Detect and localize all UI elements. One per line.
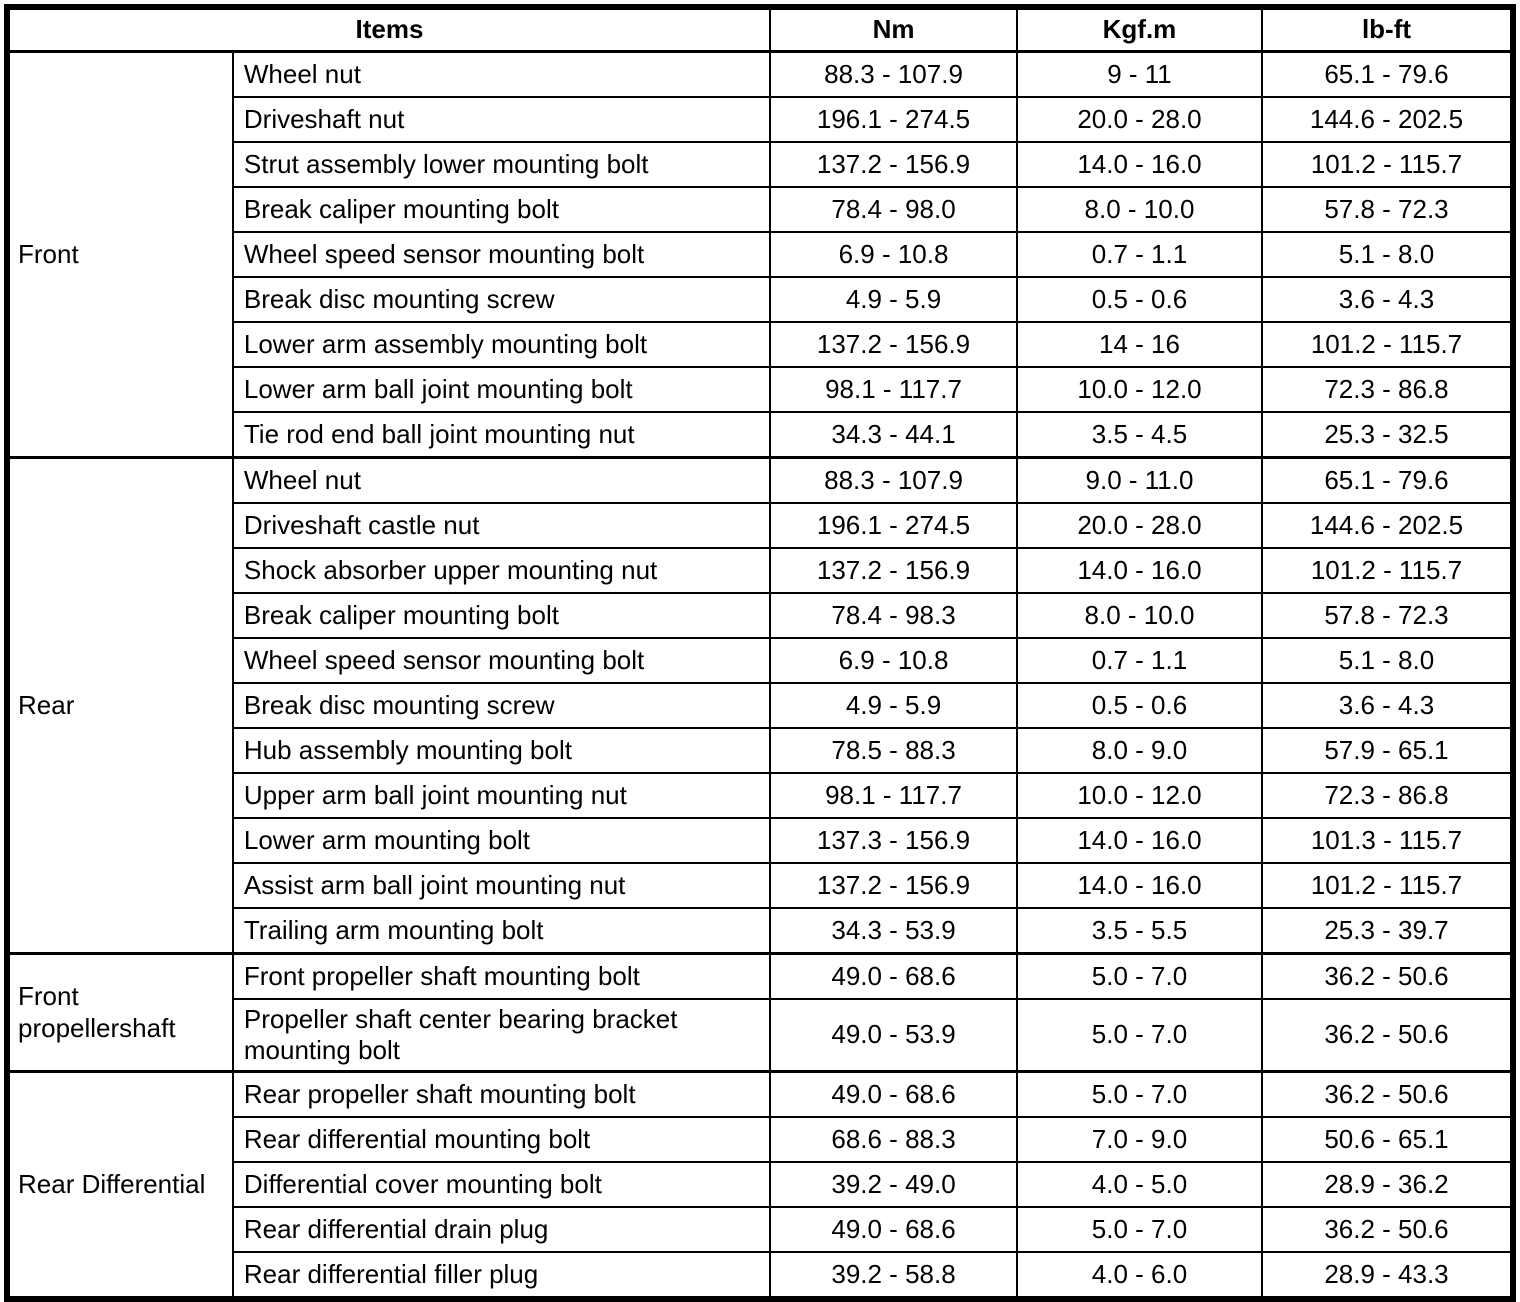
item-cell: Wheel speed sensor mounting bolt bbox=[233, 638, 770, 683]
lbft-value-cell: 36.2 - 50.6 bbox=[1262, 999, 1513, 1072]
item-cell: Break caliper mounting bolt bbox=[233, 593, 770, 638]
table-row bbox=[7, 322, 1513, 367]
nm-value-cell: 137.2 - 156.9 bbox=[770, 863, 1017, 908]
nm-value-cell: 88.3 - 107.9 bbox=[770, 52, 1017, 98]
nm-value-cell: 49.0 - 53.9 bbox=[770, 999, 1017, 1072]
nm-value-cell: 6.9 - 10.8 bbox=[770, 638, 1017, 683]
table-row bbox=[7, 277, 1513, 322]
table-row bbox=[7, 683, 1513, 728]
kgfm-value-cell: 9.0 - 11.0 bbox=[1017, 458, 1262, 504]
kgfm-value-cell: 4.0 - 6.0 bbox=[1017, 1252, 1262, 1299]
lbft-value-cell: 65.1 - 79.6 bbox=[1262, 52, 1513, 98]
kgfm-value-cell: 20.0 - 28.0 bbox=[1017, 97, 1262, 142]
kgfm-value-cell: 10.0 - 12.0 bbox=[1017, 773, 1262, 818]
kgfm-value-cell: 14.0 - 16.0 bbox=[1017, 818, 1262, 863]
table-row bbox=[7, 1252, 1513, 1299]
item-cell: Shock absorber upper mounting nut bbox=[233, 548, 770, 593]
table-row bbox=[7, 187, 1513, 232]
kgfm-value-cell: 0.7 - 1.1 bbox=[1017, 638, 1262, 683]
kgfm-value-cell: 14.0 - 16.0 bbox=[1017, 863, 1262, 908]
nm-value-cell: 39.2 - 58.8 bbox=[770, 1252, 1017, 1299]
category-cell: Rear bbox=[7, 458, 233, 954]
table-row bbox=[7, 503, 1513, 548]
lbft-value-cell: 57.9 - 65.1 bbox=[1262, 728, 1513, 773]
lbft-value-cell: 28.9 - 43.3 bbox=[1262, 1252, 1513, 1299]
nm-value-cell: 137.2 - 156.9 bbox=[770, 322, 1017, 367]
item-cell: Front propeller shaft mounting bolt bbox=[233, 954, 770, 1000]
torque-spec-table bbox=[4, 4, 1516, 1302]
kgfm-value-cell: 14 - 16 bbox=[1017, 322, 1262, 367]
lbft-value-cell: 5.1 - 8.0 bbox=[1262, 232, 1513, 277]
nm-value-cell: 4.9 - 5.9 bbox=[770, 277, 1017, 322]
lbft-value-cell: 5.1 - 8.0 bbox=[1262, 638, 1513, 683]
lbft-value-cell: 144.6 - 202.5 bbox=[1262, 97, 1513, 142]
lbft-value-cell: 57.8 - 72.3 bbox=[1262, 187, 1513, 232]
lbft-value-cell: 36.2 - 50.6 bbox=[1262, 1072, 1513, 1118]
item-cell: Driveshaft nut bbox=[233, 97, 770, 142]
lbft-value-cell: 72.3 - 86.8 bbox=[1262, 367, 1513, 412]
nm-value-cell: 78.4 - 98.0 bbox=[770, 187, 1017, 232]
kgfm-value-cell: 8.0 - 10.0 bbox=[1017, 187, 1262, 232]
nm-value-cell: 34.3 - 44.1 bbox=[770, 412, 1017, 458]
column-header-lbft: lb-ft bbox=[1262, 7, 1513, 52]
lbft-value-cell: 101.2 - 115.7 bbox=[1262, 863, 1513, 908]
item-cell: Lower arm ball joint mounting bolt bbox=[233, 367, 770, 412]
table-row bbox=[7, 1117, 1513, 1162]
lbft-value-cell: 72.3 - 86.8 bbox=[1262, 773, 1513, 818]
table-row bbox=[7, 1072, 1513, 1118]
kgfm-value-cell: 5.0 - 7.0 bbox=[1017, 1072, 1262, 1118]
item-cell: Hub assembly mounting bolt bbox=[233, 728, 770, 773]
table-row bbox=[7, 458, 1513, 504]
item-cell: Rear differential mounting bolt bbox=[233, 1117, 770, 1162]
kgfm-value-cell: 8.0 - 9.0 bbox=[1017, 728, 1262, 773]
nm-value-cell: 137.3 - 156.9 bbox=[770, 818, 1017, 863]
nm-value-cell: 78.5 - 88.3 bbox=[770, 728, 1017, 773]
item-cell: Rear differential filler plug bbox=[233, 1252, 770, 1299]
nm-value-cell: 49.0 - 68.6 bbox=[770, 1207, 1017, 1252]
lbft-value-cell: 101.2 - 115.7 bbox=[1262, 142, 1513, 187]
nm-value-cell: 39.2 - 49.0 bbox=[770, 1162, 1017, 1207]
item-cell: Break disc mounting screw bbox=[233, 277, 770, 322]
item-cell: Differential cover mounting bolt bbox=[233, 1162, 770, 1207]
table-row bbox=[7, 232, 1513, 277]
item-cell: Break caliper mounting bolt bbox=[233, 187, 770, 232]
item-cell: Upper arm ball joint mounting nut bbox=[233, 773, 770, 818]
category-cell: Rear Differential bbox=[7, 1072, 233, 1300]
table-row bbox=[7, 52, 1513, 98]
table-row bbox=[7, 97, 1513, 142]
kgfm-value-cell: 14.0 - 16.0 bbox=[1017, 142, 1262, 187]
nm-value-cell: 34.3 - 53.9 bbox=[770, 908, 1017, 954]
table-row bbox=[7, 818, 1513, 863]
table-row bbox=[7, 908, 1513, 954]
category-cell: Front propellershaft bbox=[7, 954, 233, 1072]
item-cell: Rear propeller shaft mounting bolt bbox=[233, 1072, 770, 1118]
lbft-value-cell: 101.2 - 115.7 bbox=[1262, 548, 1513, 593]
nm-value-cell: 49.0 - 68.6 bbox=[770, 954, 1017, 1000]
kgfm-value-cell: 20.0 - 28.0 bbox=[1017, 503, 1262, 548]
nm-value-cell: 88.3 - 107.9 bbox=[770, 458, 1017, 504]
table-row bbox=[7, 773, 1513, 818]
kgfm-value-cell: 8.0 - 10.0 bbox=[1017, 593, 1262, 638]
kgfm-value-cell: 9 - 11 bbox=[1017, 52, 1262, 98]
nm-value-cell: 196.1 - 274.5 bbox=[770, 503, 1017, 548]
item-cell: Strut assembly lower mounting bolt bbox=[233, 142, 770, 187]
nm-value-cell: 98.1 - 117.7 bbox=[770, 773, 1017, 818]
category-cell: Front bbox=[7, 52, 233, 458]
item-cell: Rear differential drain plug bbox=[233, 1207, 770, 1252]
table-row bbox=[7, 593, 1513, 638]
table-row bbox=[7, 954, 1513, 1000]
lbft-value-cell: 101.3 - 115.7 bbox=[1262, 818, 1513, 863]
item-cell: Wheel speed sensor mounting bolt bbox=[233, 232, 770, 277]
nm-value-cell: 137.2 - 156.9 bbox=[770, 142, 1017, 187]
nm-value-cell: 49.0 - 68.6 bbox=[770, 1072, 1017, 1118]
table-row bbox=[7, 999, 1513, 1072]
nm-value-cell: 68.6 - 88.3 bbox=[770, 1117, 1017, 1162]
lbft-value-cell: 36.2 - 50.6 bbox=[1262, 954, 1513, 1000]
table-row bbox=[7, 412, 1513, 458]
column-header-kgfm: Kgf.m bbox=[1017, 7, 1262, 52]
table-row bbox=[7, 863, 1513, 908]
nm-value-cell: 4.9 - 5.9 bbox=[770, 683, 1017, 728]
item-cell: Wheel nut bbox=[233, 458, 770, 504]
item-cell: Driveshaft castle nut bbox=[233, 503, 770, 548]
kgfm-value-cell: 14.0 - 16.0 bbox=[1017, 548, 1262, 593]
kgfm-value-cell: 5.0 - 7.0 bbox=[1017, 999, 1262, 1072]
item-cell: Tie rod end ball joint mounting nut bbox=[233, 412, 770, 458]
nm-value-cell: 196.1 - 274.5 bbox=[770, 97, 1017, 142]
kgfm-value-cell: 3.5 - 5.5 bbox=[1017, 908, 1262, 954]
table-row bbox=[7, 1162, 1513, 1207]
nm-value-cell: 137.2 - 156.9 bbox=[770, 548, 1017, 593]
lbft-value-cell: 65.1 - 79.6 bbox=[1262, 458, 1513, 504]
header-row bbox=[7, 7, 1513, 52]
column-header-nm: Nm bbox=[770, 7, 1017, 52]
item-cell: Lower arm assembly mounting bolt bbox=[233, 322, 770, 367]
lbft-value-cell: 28.9 - 36.2 bbox=[1262, 1162, 1513, 1207]
lbft-value-cell: 50.6 - 65.1 bbox=[1262, 1117, 1513, 1162]
kgfm-value-cell: 0.5 - 0.6 bbox=[1017, 277, 1262, 322]
item-cell: Wheel nut bbox=[233, 52, 770, 98]
item-cell: Lower arm mounting bolt bbox=[233, 818, 770, 863]
item-cell: Trailing arm mounting bolt bbox=[233, 908, 770, 954]
lbft-value-cell: 3.6 - 4.3 bbox=[1262, 683, 1513, 728]
item-cell: Propeller shaft center bearing bracket mounting bolt bbox=[233, 999, 770, 1072]
kgfm-value-cell: 5.0 - 7.0 bbox=[1017, 954, 1262, 1000]
item-cell: Break disc mounting screw bbox=[233, 683, 770, 728]
lbft-value-cell: 3.6 - 4.3 bbox=[1262, 277, 1513, 322]
kgfm-value-cell: 0.7 - 1.1 bbox=[1017, 232, 1262, 277]
table-row bbox=[7, 728, 1513, 773]
item-cell: Assist arm ball joint mounting nut bbox=[233, 863, 770, 908]
kgfm-value-cell: 0.5 - 0.6 bbox=[1017, 683, 1262, 728]
lbft-value-cell: 25.3 - 32.5 bbox=[1262, 412, 1513, 458]
kgfm-value-cell: 5.0 - 7.0 bbox=[1017, 1207, 1262, 1252]
lbft-value-cell: 144.6 - 202.5 bbox=[1262, 503, 1513, 548]
table-row bbox=[7, 367, 1513, 412]
kgfm-value-cell: 10.0 - 12.0 bbox=[1017, 367, 1262, 412]
kgfm-value-cell: 7.0 - 9.0 bbox=[1017, 1117, 1262, 1162]
table-row bbox=[7, 548, 1513, 593]
lbft-value-cell: 36.2 - 50.6 bbox=[1262, 1207, 1513, 1252]
kgfm-value-cell: 4.0 - 5.0 bbox=[1017, 1162, 1262, 1207]
lbft-value-cell: 25.3 - 39.7 bbox=[1262, 908, 1513, 954]
table-row bbox=[7, 638, 1513, 683]
kgfm-value-cell: 3.5 - 4.5 bbox=[1017, 412, 1262, 458]
nm-value-cell: 78.4 - 98.3 bbox=[770, 593, 1017, 638]
column-header-items: Items bbox=[7, 7, 770, 52]
lbft-value-cell: 57.8 - 72.3 bbox=[1262, 593, 1513, 638]
table-row bbox=[7, 142, 1513, 187]
lbft-value-cell: 101.2 - 115.7 bbox=[1262, 322, 1513, 367]
nm-value-cell: 98.1 - 117.7 bbox=[770, 367, 1017, 412]
nm-value-cell: 6.9 - 10.8 bbox=[770, 232, 1017, 277]
